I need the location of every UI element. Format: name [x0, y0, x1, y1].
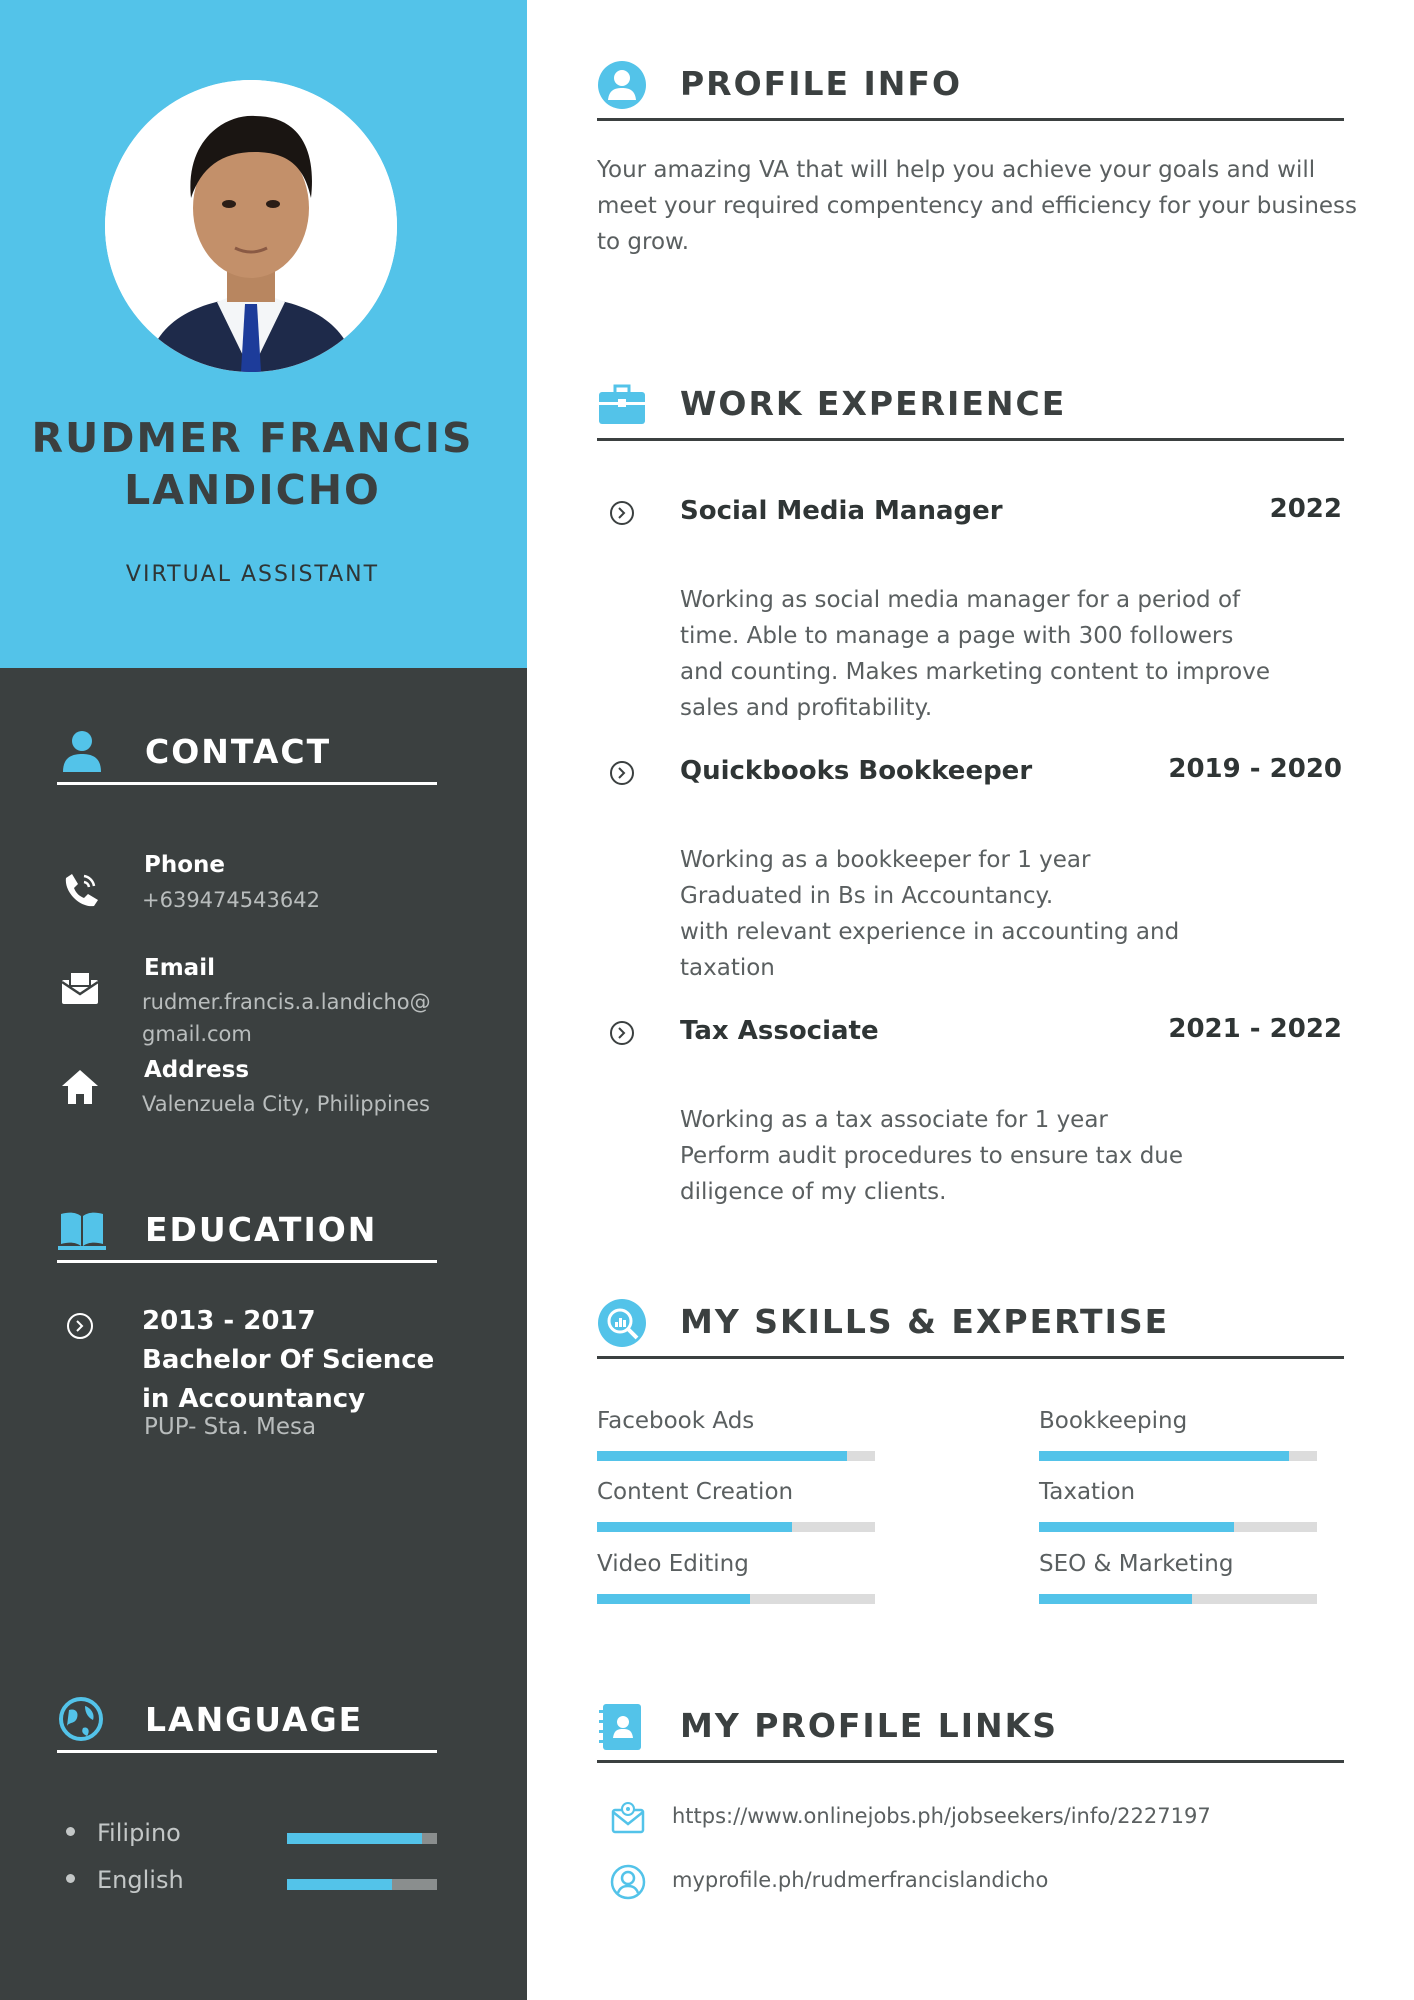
education-years: 2013 - 2017: [142, 1306, 316, 1336]
job-title: Social Media Manager: [680, 496, 1003, 526]
education-title: EDUCATION: [145, 1210, 378, 1249]
job-title: Tax Associate: [680, 1016, 879, 1046]
phone-value[interactable]: +639474543642: [142, 888, 320, 912]
language-title: LANGUAGE: [145, 1700, 364, 1739]
job-years: 2022: [1269, 494, 1342, 524]
skill-level-fill: [1039, 1594, 1192, 1604]
language-level-fill: [287, 1833, 422, 1844]
skill-level-fill: [1039, 1522, 1234, 1532]
language-level-bar: [287, 1833, 437, 1844]
job-description: Working as a tax associate for 1 year Perform audit procedures to ensure tax due diligence of my clients.: [680, 1107, 1184, 1205]
user-circle-icon: [597, 60, 647, 110]
language-item: [66, 1819, 181, 1847]
job-title: Quickbooks Bookkeeper: [680, 756, 1033, 786]
job-role: VIRTUAL ASSISTANT: [125, 562, 380, 587]
hero-panel: [0, 0, 527, 668]
skill-level-fill: [597, 1451, 847, 1461]
skill-level-fill: [597, 1594, 750, 1604]
address-value: Valenzuela City, Philippines: [142, 1092, 430, 1116]
briefcase-icon: [597, 380, 647, 430]
language-name: English: [97, 1866, 184, 1894]
skill-level-bar: [597, 1522, 875, 1532]
education-school: PUP- Sta. Mesa: [144, 1414, 317, 1440]
skill-name: Video Editing: [597, 1551, 749, 1577]
envelope-icon: [58, 966, 102, 1010]
full-name: [0, 412, 505, 516]
chevron-circle-icon: [609, 1020, 635, 1046]
skill-level-bar: [597, 1594, 875, 1604]
work-title: WORK EXPERIENCE: [680, 384, 1067, 423]
job-description: Working as social media manager for a period of time. Able to manage a page with 300 followers and counting. Makes marketing content to improve sales and profitability.: [680, 587, 1270, 721]
profile-title: PROFILE INFO: [680, 64, 963, 103]
email-label: Email: [144, 955, 215, 981]
skills-title: MY SKILLS & EXPERTISE: [680, 1302, 1170, 1341]
profile-heading: [597, 58, 1344, 121]
skill-level-fill: [597, 1522, 792, 1532]
education-degree-line-1: Bachelor Of Science: [142, 1345, 435, 1375]
skill-level-bar: [597, 1451, 875, 1461]
skill-name: Bookkeeping: [1039, 1408, 1188, 1434]
job-description: Working as a bookkeeper for 1 year Graduated in Bs in Accountancy. with relevant experience in accounting and taxation: [680, 847, 1180, 981]
user-circle-icon: [610, 1864, 646, 1900]
job-years: 2021 - 2022: [1168, 1014, 1342, 1044]
chevron-circle-icon: [609, 500, 635, 526]
globe-icon: [57, 1696, 107, 1742]
magnifier-chart-icon: [597, 1298, 647, 1348]
address-label: Address: [144, 1057, 250, 1083]
bullet-icon: [66, 1827, 75, 1836]
skill-level-bar: [1039, 1594, 1317, 1604]
email-line-2: gmail.com: [142, 1022, 252, 1046]
skill-level-bar: [1039, 1451, 1317, 1461]
language-heading: [57, 1690, 437, 1753]
skills-heading: [597, 1296, 1344, 1359]
skill-name: Taxation: [1039, 1479, 1136, 1505]
user-icon: [57, 728, 107, 774]
education-heading: [57, 1200, 437, 1263]
links-heading: [597, 1700, 1344, 1763]
name-line-1: RUDMER FRANCIS: [31, 414, 474, 462]
profile-text: Your amazing VA that will help you achieve your goals and will meet your required compentency and efficiency for your business to grow.: [597, 157, 1358, 255]
profile-photo: [105, 80, 397, 372]
job-years: 2019 - 2020: [1168, 754, 1342, 784]
contact-book-icon: [597, 1702, 647, 1752]
skill-name: SEO & Marketing: [1039, 1551, 1234, 1577]
home-icon: [58, 1064, 102, 1108]
contact-heading: [57, 722, 437, 785]
skill-name: Facebook Ads: [597, 1408, 755, 1434]
education-degree-line-2: in Accountancy: [142, 1384, 366, 1414]
language-name: Filipino: [97, 1819, 181, 1847]
skill-level-fill: [1039, 1451, 1289, 1461]
language-item: [66, 1866, 184, 1894]
work-heading: [597, 378, 1344, 441]
email-value[interactable]: [142, 986, 472, 1050]
language-level-fill: [287, 1879, 392, 1890]
language-level-bar: [287, 1879, 437, 1890]
chevron-circle-icon: [609, 760, 635, 786]
contact-title: CONTACT: [145, 732, 332, 771]
skill-name: Content Creation: [597, 1479, 794, 1505]
chevron-circle-icon: [66, 1312, 94, 1340]
onlinejobs-link[interactable]: https://www.onlinejobs.ph/jobseekers/info/2227197: [672, 1804, 1211, 1828]
bullet-icon: [66, 1874, 75, 1883]
links-title: MY PROFILE LINKS: [680, 1706, 1059, 1745]
phone-label: Phone: [144, 852, 226, 878]
name-line-2: LANDICHO: [124, 466, 381, 514]
skill-level-bar: [1039, 1522, 1317, 1532]
book-icon: [57, 1206, 107, 1252]
phone-icon: [58, 868, 102, 912]
myprofile-link[interactable]: myprofile.ph/rudmerfrancislandicho: [672, 1868, 1049, 1892]
email-line-1: rudmer.francis.a.landicho@: [142, 990, 431, 1014]
envelope-at-icon: [610, 1800, 646, 1836]
